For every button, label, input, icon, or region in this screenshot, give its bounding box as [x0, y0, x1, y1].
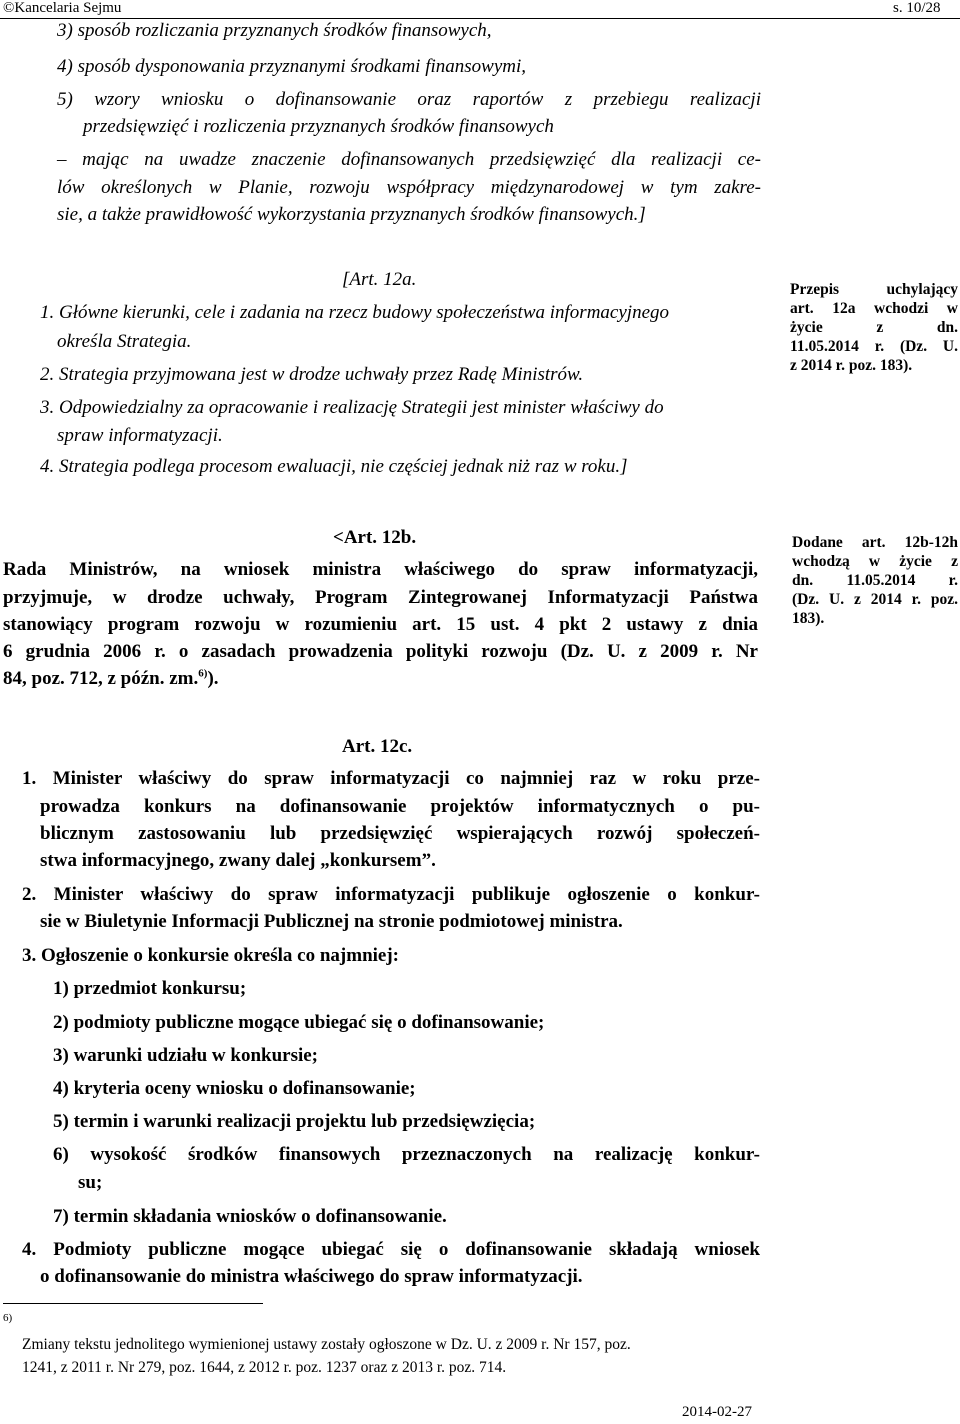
art12b-margin-note [792, 533, 958, 628]
art12c-p1-line4: stwa informacyjnego, zwany dalej „konkursem”. [40, 850, 436, 871]
art12c-item-4: 4) kryteria oceny wniosku o dofinansowanie; [53, 1078, 416, 1099]
art12-closing-line3: sie, a także prawidłowość wykorzystania przyznanych środków finansowych.] [57, 204, 646, 225]
art12b-line5 [3, 668, 219, 690]
note-line: Przepis uchylający [790, 281, 958, 298]
footnote-rule [3, 1303, 263, 1304]
note-line: życie z dn. [790, 319, 958, 336]
art12b-line5-end: ). [207, 668, 219, 689]
art12b-line2: przyjmuje, w drodze uchwały, Program Zintegrowanej Informatyzacji Państwa [3, 587, 758, 608]
art12c-item-2: 2) podmioty publiczne mogące ubiegać się o dofinansowanie; [53, 1012, 545, 1033]
note-line: (Dz. U. z 2014 r. poz. [792, 591, 958, 608]
note-line: wchodzą w życie z [792, 553, 958, 570]
art12-item-4: 4) sposób dysponowania przyznanymi środkami finansowymi, [57, 56, 527, 77]
note-line: 183). [792, 610, 825, 627]
art12b-title: <Art. 12b. [333, 527, 417, 548]
art12-item-5-line2: przedsięwzięć i rozliczenia przyznanych środków finansowych [83, 116, 554, 137]
note-line: Dodane art. 12b-12h [792, 534, 958, 551]
footnote-mark: 6) [3, 1312, 13, 1324]
art12a-p4: 4. Strategia podlega procesom ewaluacji, nie częściej jednak niż raz w roku.] [40, 456, 628, 477]
art12a-margin-note [790, 280, 958, 375]
page-number: s. 10/28 [893, 0, 941, 16]
art12-item-5-line1: 5) wzory wniosku o dofinansowanie oraz raportów z przebiegu realizacji [57, 89, 761, 110]
art12c-p1-line2: prowadza konkurs na dofinansowanie projektów informatycznych o pu- [40, 796, 760, 817]
art12b-line3: stanowiący program rozwoju w rozumieniu art. 15 ust. 4 pkt 2 ustawy z dnia [3, 614, 758, 635]
art12a-p1-line2: określa Strategia. [57, 331, 192, 352]
art12c-p2-line1: 2. Minister właściwy do spraw informatyzacji publikuje ogłoszenie o konkur- [22, 884, 760, 905]
art12-closing-line1: – mając na uwadze znaczenie dofinansowanych przedsięwzięć dla realizacji ce- [57, 149, 761, 170]
footnote-line2: 1241, z 2011 r. Nr 279, poz. 1644, z 2012 r. poz. 1237 oraz z 2013 r. poz. 714. [22, 1359, 507, 1376]
art12c-p4-line1: 4. Podmioty publiczne mogące ubiegać się o dofinansowanie składają wniosek [22, 1239, 760, 1260]
art12c-p3: 3. Ogłoszenie o konkursie określa co najmniej: [22, 945, 400, 966]
art12c-item-5: 5) termin i warunki realizacji projektu lub przedsięwzięcia; [53, 1111, 536, 1132]
art12c-p2-line2: sie w Biuletynie Informacji Publicznej na stronie podmiotowej ministra. [40, 911, 623, 932]
art12a-p1-line1: 1. Główne kierunki, cele i zadania na rzecz budowy społeczeństwa informacyjnego [40, 302, 670, 323]
art12c-item-6-line1: 6) wysokość środków finansowych przeznaczonych na realizację konkur- [53, 1144, 760, 1165]
art12c-title: Art. 12c. [342, 736, 413, 757]
art12c-item-6-line2: su; [78, 1172, 103, 1193]
note-line: z 2014 r. poz. 183). [790, 357, 913, 374]
art12c-item-1: 1) przedmiot konkursu; [53, 978, 247, 999]
art12a-title: [Art. 12a. [342, 269, 417, 290]
art12-item-3: 3) sposób rozliczania przyznanych środków finansowych, [57, 20, 492, 41]
copyright-label: ©Kancelaria Sejmu [3, 0, 122, 16]
footnote-ref-6[interactable]: 6) [198, 667, 208, 680]
art12c-item-7: 7) termin składania wniosków o dofinansowanie. [53, 1206, 447, 1227]
art12-closing-line2: lów określonych w Planie, rozwoju współpracy międzynarodowej w tym zakre- [57, 177, 761, 198]
art12a-p3-line1: 3. Odpowiedzialny za opracowanie i realizację Strategii jest minister właściwy do [40, 397, 664, 418]
art12b-line4: 6 grudnia 2006 r. o zasadach prowadzenia polityki rozwoju (Dz. U. z 2009 r. Nr [3, 641, 758, 662]
art12a-p3-line2: spraw informatyzacji. [57, 425, 223, 446]
art12c-item-3: 3) warunki udziału w konkursie; [53, 1045, 319, 1066]
footnote-line1: Zmiany tekstu jednolitego wymienionej ustawy zostały ogłoszone w Dz. U. z 2009 r. Nr 157, poz. [22, 1336, 631, 1353]
note-line: art. 12a wchodzi w [790, 300, 958, 317]
footer-date: 2014-02-27 [682, 1404, 752, 1420]
art12c-p4-line2: o dofinansowanie do ministra właściwego do spraw informatyzacji. [40, 1266, 583, 1287]
header-rule [0, 18, 960, 19]
art12c-p1-line3: blicznym zastosowaniu lub przedsięwzięć wspierających rozwój społeczeń- [40, 823, 760, 844]
art12a-p2: 2. Strategia przyjmowana jest w drodze uchwały przez Radę Ministrów. [40, 364, 584, 385]
art12b-line1: Rada Ministrów, na wniosek ministra właściwego do spraw informatyzacji, [3, 559, 758, 580]
art12c-p1-line1: 1. Minister właściwy do spraw informatyzacji co najmniej raz w roku prze- [22, 768, 760, 789]
art12b-line5-text: 84, poz. 712, z późn. zm. [3, 668, 199, 689]
note-line: 11.05.2014 r. (Dz. U. [790, 338, 958, 355]
note-line: dn. 11.05.2014 r. [792, 572, 958, 589]
